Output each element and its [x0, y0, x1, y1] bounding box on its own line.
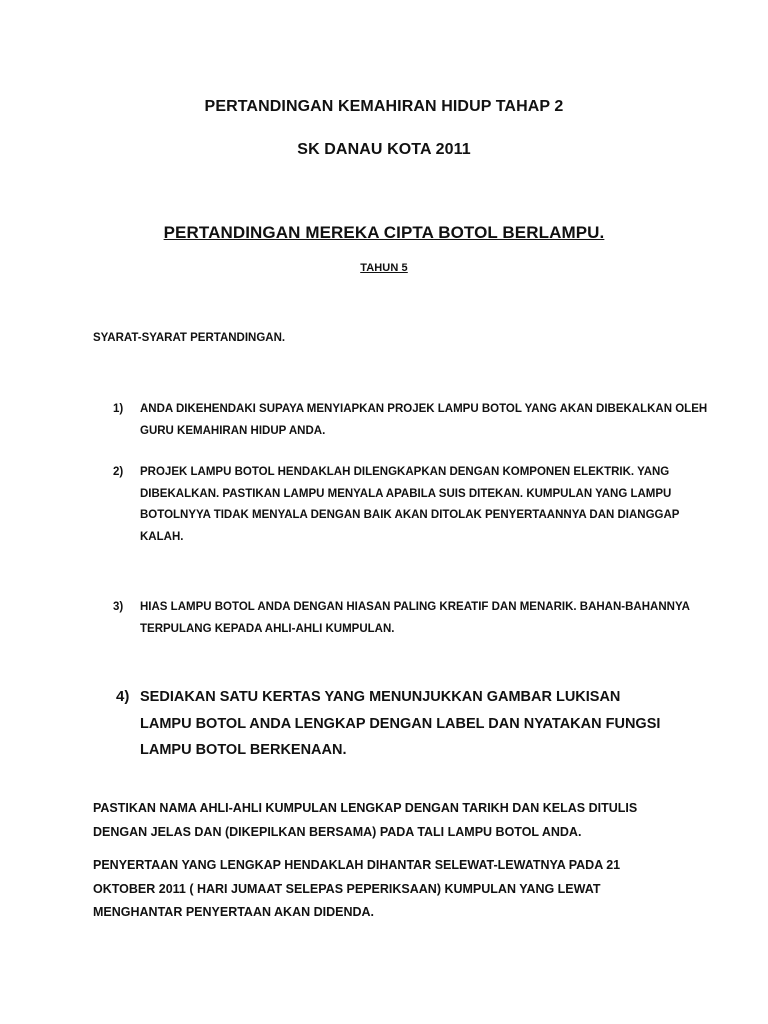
- condition-item: [113, 684, 673, 764]
- condition-text: HIAS LAMPU BOTOL ANDA DENGAN HIASAN PALING KREATIF DAN MENARIK. BAHAN-BAHANNYA TERPULANG KEPADA AHLI-AHLI KUMPULAN.: [140, 601, 690, 635]
- note-paragraph: PENYERTAAN YANG LENGKAP HENDAKLAH DIHANTAR SELEWAT-LEWATNYA PADA 21 OKTOBER 2011 ( HARI JUMAAT SELEPAS PEPERIKSAAN) KUMPULAN YANG LEWAT MENGHANTAR PENYERTAAN AKAN DIDENDA.: [93, 858, 621, 919]
- note-paragraph: PASTIKAN NAMA AHLI-AHLI KUMPULAN LENGKAP DENGAN TARIKH DAN KELAS DITULIS DENGAN JELAS DAN (DIKEPILKAN BERSAMA) PADA TALI LAMPU BOTOL ANDA.: [93, 801, 638, 839]
- heading-line-2: SK DANAU KOTA 2011: [297, 141, 471, 158]
- condition-text: SEDIAKAN SATU KERTAS YANG MENUNJUKKAN GAMBAR LUKISAN LAMPU BOTOL ANDA LENGKAP DENGAN LABEL DAN NYATAKAN FUNGSI LAMPU BOTOL BERKENAAN.: [140, 689, 661, 758]
- condition-item: [113, 597, 713, 640]
- condition-number: 2): [113, 466, 124, 478]
- condition-item: [113, 462, 713, 548]
- condition-number: 1): [113, 403, 124, 415]
- condition-number: 3): [113, 601, 124, 613]
- heading-line-1: PERTANDINGAN KEMAHIRAN HIDUP TAHAP 2: [204, 98, 564, 115]
- year-label: TAHUN 5: [360, 262, 408, 274]
- condition-text: ANDA DIKEHENDAKI SUPAYA MENYIAPKAN PROJEK LAMPU BOTOL YANG AKAN DIBEKALKAN OLEH GURU KEMAHIRAN HIDUP ANDA.: [140, 403, 708, 437]
- conditions-label: SYARAT-SYARAT PERTANDINGAN.: [93, 332, 286, 344]
- condition-number: 4): [116, 688, 130, 705]
- condition-item: [113, 399, 713, 442]
- condition-text: PROJEK LAMPU BOTOL HENDAKLAH DILENGKAPKAN DENGAN KOMPONEN ELEKTRIK. YANG DIBEKALKAN. PASTIKAN LAMPU MENYALA APABILA SUIS DITEKAN. KUMPULAN YANG LAMPU BOTOLNYYA TIDAK MENYALA DENGAN BAIK AKAN DITOLAK PENYERTAANNYA DAN DIANGGAP KALAH.: [140, 466, 680, 543]
- competition-title: PERTANDINGAN MEREKA CIPTA BOTOL BERLAMPU.: [163, 223, 605, 242]
